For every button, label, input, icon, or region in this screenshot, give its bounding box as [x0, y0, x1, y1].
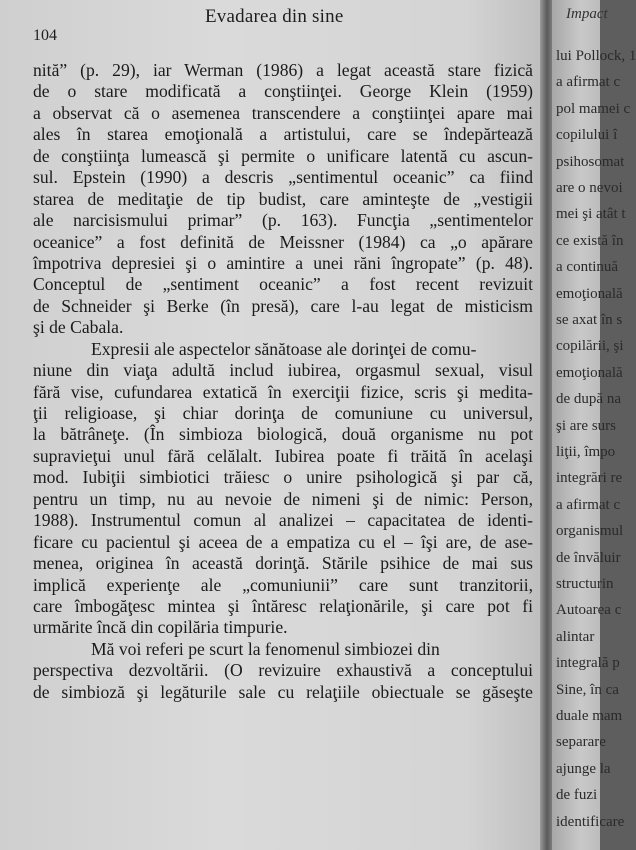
facing-page-text-fragment: alintar [556, 628, 595, 645]
text-line: perspectiva dezvoltării. (O revizuire exhaustivă a conceptului [33, 660, 533, 681]
text-line: sul. Epstein (1990) a descris „sentimentul oceanic” ca fiind [33, 167, 533, 188]
facing-page-text-fragment: integrări re [556, 470, 623, 487]
text-line: fără vise, cufundarea extatică în exerciţii fizice, scris şi medita- [33, 381, 533, 402]
text-line: oceanice” a fost definită de Meissner (1984) ca „o apărare [33, 231, 533, 252]
text-line: menea, originea în această dorinţă. Stările psihice de mai sus [33, 553, 533, 574]
facing-page-text-fragment: mei şi atât t [556, 206, 626, 223]
facing-page-text-fragment: duale mam [556, 708, 623, 724]
facing-page-text-fragment: emoţională [556, 285, 623, 302]
text-line: Conceptul de „sentiment oceanic” a fost recent revizuit [33, 274, 533, 295]
facing-page-text-fragment: are o nevoi [556, 180, 623, 196]
text-line: împotriva depresiei şi o amintire a unei răni îngropate” (p. 48). [33, 252, 533, 273]
facing-page-text-fragment: de fuzi [556, 787, 598, 804]
text-line: ficare cu pacientul şi aceea de a empatiza cu el – îşi are, de ase- [33, 531, 533, 552]
text-line: de Schneider şi Berke (în presă), care l-au legat de misticism [33, 295, 533, 316]
facing-page-text-fragment: identificare [556, 813, 625, 830]
facing-page-text-fragment: se axat în s [556, 312, 623, 328]
text-line: ale narcisismului primar” (p. 163). Funcţia „sentimentelor [33, 210, 533, 231]
facing-page-text-fragment: emoţională [556, 364, 623, 381]
text-line: ales în starea emoţională a artistului, care se îndepărtează [33, 124, 533, 145]
facing-page-text-fragment: de învăluir [556, 549, 621, 566]
text-line: Mă voi referi pe scurt la fenomenul simbiozei din [91, 638, 440, 659]
facing-page-text-fragment: a afirmat c [556, 496, 621, 513]
text-line: Expresii ale aspectelor sănătoase ale dorinţei de comu- [91, 338, 477, 359]
text-line: supravieţui unul fără celălalt. Iubirea poate fi trăită în acelaşi [33, 445, 533, 466]
text-line: urmărite încă din copilăria timpurie. [33, 617, 288, 638]
facing-page-text-fragment: şi are surs [556, 417, 616, 434]
text-line: a observat că o asemenea transcendere a conştiinţei apare mai [33, 102, 533, 123]
facing-page-running-head: Impact [566, 6, 608, 22]
text-line: 1988). Instrumentul comun al analizei – capacitatea de identi- [33, 510, 533, 531]
facing-page-text-fragment: liţii, împo [556, 444, 616, 460]
text-line: ţii religioase, şi chiar dorinţa de comuniune cu universul, [33, 403, 533, 423]
facing-page-text-fragment: ajunge la [556, 760, 611, 777]
text-line: de o stare modificată a conştiinţei. George Klein (1959) [33, 81, 533, 102]
facing-page-text-fragment: a continuă [556, 259, 619, 276]
text-line: la bătrâneţe. (În simbioza biologică, două organisme nu pot [33, 424, 533, 445]
facing-page-text-fragment: Autoarea c [556, 602, 622, 619]
text-line: de simbioză şi legăturile sale cu relaţiile obiectuale se găseşte [33, 681, 533, 702]
text-line: implică experienţe ale „comuniunii” care sunt tranzitorii, [33, 574, 533, 595]
facing-page-text-fragment: separare [556, 734, 606, 751]
body-text [33, 60, 533, 703]
facing-page-text-fragment: a afirmat c [556, 74, 621, 91]
page-number: 104 [33, 27, 57, 44]
running-head-title: Evadarea din sine [205, 6, 344, 27]
facing-page-text-fragment: ce există în [556, 232, 624, 249]
text-line: niune din viaţa adultă includ iubirea, orgasmul sexual, visul [33, 360, 533, 381]
text-line: care îmbogăţesc mintea şi întăresc relaţionările, şi care pot fi [33, 595, 533, 616]
facing-page-text-fragment: integrală p [556, 655, 620, 672]
text-line: mod. Iubiţii simbiotici trăiesc o unire psihologică şi par că, [33, 467, 533, 488]
facing-page-text-fragment: lui Pollock, 1 [556, 48, 636, 64]
facing-page-text-fragment: structurin [556, 576, 614, 592]
facing-page-text-fragment: organismul [556, 523, 624, 540]
facing-page-text-fragment: copilului î [556, 127, 618, 144]
facing-page-edge [552, 0, 636, 850]
text-line: nită” (p. 29), iar Werman (1986) a legat această stare fizică [33, 60, 533, 80]
text-line: pentru un timp, nu au nevoie de nimeni şi de nimic: Person, [33, 488, 533, 509]
text-line: starea de meditaţie de tip budist, care aminteşte de „vestigii [33, 188, 533, 209]
facing-page-text-fragment: pol mamei c [556, 100, 631, 117]
text-line: şi de Cabala. [33, 317, 124, 338]
facing-page-text-fragment: Sine, în ca [556, 681, 619, 698]
facing-page-text-fragment: psihosomat [556, 153, 625, 170]
text-line: de conştiinţa lumească şi permite o unificare latentă cu ascun- [33, 145, 533, 166]
facing-page-text-fragment: de după na [556, 391, 621, 408]
facing-page-text-fragment: copilării, şi [556, 338, 624, 355]
